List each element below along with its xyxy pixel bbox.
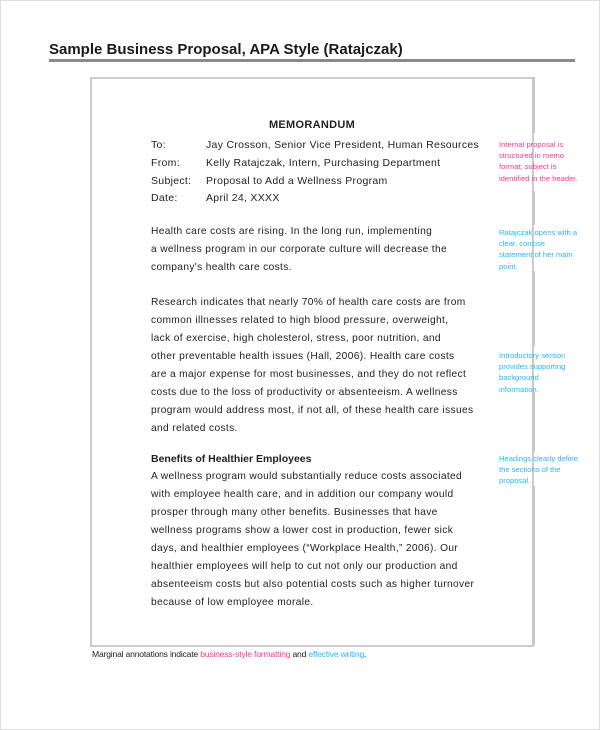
paragraph-benefits xyxy=(151,468,491,612)
text-line: because of low employee morale. xyxy=(151,597,314,608)
memo-field-from xyxy=(151,157,440,169)
text-line: and related costs. xyxy=(151,423,238,434)
text-line: other preventable health issues (Hall, 2006). Health care costs xyxy=(151,351,455,362)
footer-text: and xyxy=(290,649,309,659)
text-line: lack of exercise, high cholesterol, stress, poor nutrition, and xyxy=(151,333,441,344)
connector-line xyxy=(532,392,535,452)
connector-line xyxy=(532,191,535,225)
field-key: From: xyxy=(151,157,180,169)
field-value: April 24, XXXX xyxy=(206,192,280,204)
text-line: Health care costs are rising. In the long run, implementing xyxy=(151,226,433,237)
field-value: Jay Crosson, Senior Vice President, Human Resources xyxy=(206,139,480,151)
memo-heading: MEMORANDUM xyxy=(268,119,356,131)
field-value: Kelly Ratajczak, Intern, Purchasing Department xyxy=(206,157,441,169)
paragraph-research xyxy=(151,294,491,438)
memo-page xyxy=(90,77,534,647)
text-line: a wellness program in our corporate culture will decrease the xyxy=(151,244,447,255)
text-line: A wellness program would substantially reduce costs associated xyxy=(151,471,463,482)
text-line: healthier employees will help to cut not only our production and xyxy=(151,561,458,572)
title-rule xyxy=(49,59,575,62)
connector-line xyxy=(532,486,535,645)
field-key: To: xyxy=(151,139,166,151)
document-title: Sample Business Proposal, APA Style (Ratajczak) xyxy=(49,41,403,58)
annotation-main-point: Ratajczak opens with a clear, concise statement of her main point. xyxy=(499,228,578,271)
text-line: Research indicates that nearly 70% of health care costs are from xyxy=(151,297,466,308)
memo-field-date xyxy=(151,192,280,204)
annotation-headings: Headings clearly define the sections of the proposal. xyxy=(499,454,578,486)
text-line: days, and healthier employees (“Workplace Health,” 2006). Our xyxy=(151,543,459,554)
memo-field-subject xyxy=(151,175,388,187)
field-value: Proposal to Add a Wellness Program xyxy=(206,175,388,187)
connector-line xyxy=(532,271,535,346)
text-line: company's health care costs. xyxy=(151,262,292,273)
section-heading: Benefits of Healthier Employees xyxy=(151,453,312,465)
text-line: wellness programs show a lower cost in production, fewer sick xyxy=(151,525,454,536)
field-key: Date: xyxy=(151,192,178,204)
footer-note xyxy=(92,649,366,659)
connector-line xyxy=(532,77,535,133)
text-line: with employee health care, and in addition our company would xyxy=(151,489,454,500)
footer-text: . xyxy=(364,649,367,659)
text-line: common illnesses related to high blood pressure, overweight, xyxy=(151,315,449,326)
paragraph-intro xyxy=(151,223,491,277)
field-key: Subject: xyxy=(151,175,192,187)
text-line: prosper through many other benefits. Businesses that have xyxy=(151,507,438,518)
text-line: program would address most, if not all, of these health care issues xyxy=(151,405,474,416)
text-line: are a major expense for most businesses, and they do not reflect xyxy=(151,369,467,380)
text-line: absenteeism costs but also potential costs such as higher turnover xyxy=(151,579,475,590)
footer-text: Marginal annotations indicate xyxy=(92,649,201,659)
annotation-memo-format: Internal proposal is structured in memo format; subject is identified in the header. xyxy=(499,140,578,183)
memo-field-to xyxy=(151,139,479,151)
footer-pink-text: business-style formatting xyxy=(200,649,291,659)
annotation-intro-section: Introductory section provides supporting background information. xyxy=(499,351,566,394)
footer-blue-text: effective writing xyxy=(308,649,365,659)
text-line: costs due to the loss of productivity or absenteeism. A wellness xyxy=(151,387,458,398)
